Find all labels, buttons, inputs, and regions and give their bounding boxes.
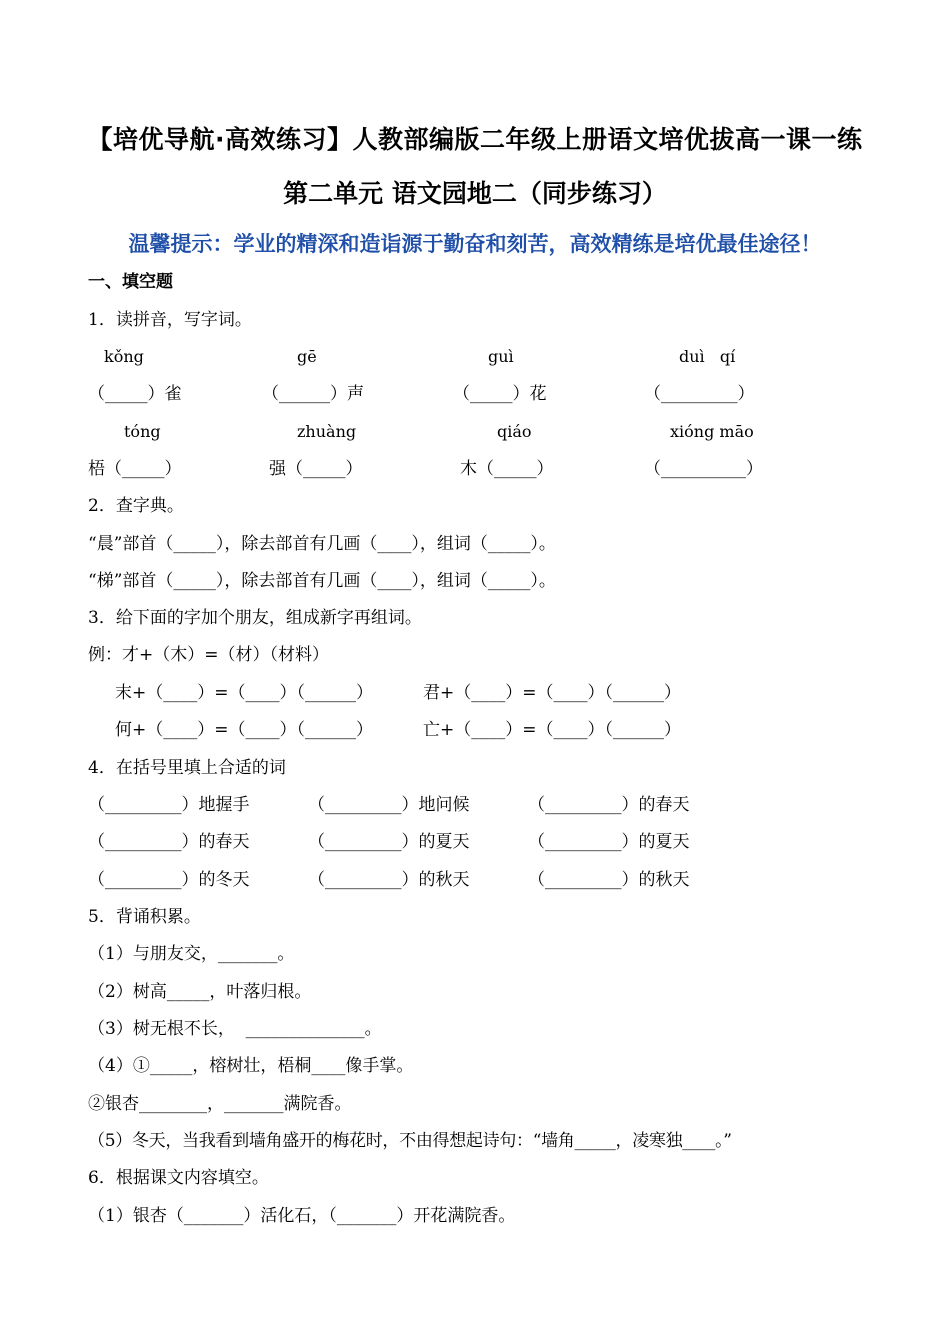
q1-pinyin: gē (297, 347, 317, 366)
q5-prompt: 5．背诵积累。 (88, 907, 201, 927)
q4-item[interactable]: （_________）的秋天 (528, 870, 690, 890)
q3-prompt: 3．给下面的字加个朋友，组成新字再组词。 (88, 608, 422, 628)
q5-line[interactable]: ②银杏________，_______满院香。 (88, 1094, 352, 1114)
q4-item[interactable]: （_________）的夏天 (528, 832, 690, 852)
section-heading: 一、填空题 (88, 272, 173, 292)
q1-pinyin: tóng (124, 422, 161, 441)
q1-pinyin: zhuàng (297, 422, 357, 441)
page-subtitle: 第二单元 语文园地二（同步练习） (283, 179, 667, 208)
page-title: 【培优导航·高效练习】人教部编版二年级上册语文培优拔高一课一练 (87, 125, 863, 154)
q4-item[interactable]: （_________）的春天 (88, 832, 250, 852)
q4-item[interactable]: （_________）的秋天 (308, 870, 470, 890)
tip-banner: 温馨提示：学业的精深和造诣源于勤奋和刻苦，高效精练是培优最佳途径！ (128, 232, 822, 256)
q1-blank[interactable]: （______）声 (262, 384, 364, 404)
q3-item[interactable]: 君+（____）=（____）（______） (423, 683, 681, 703)
q3-item[interactable]: 何+（____）=（____）（______） (115, 720, 373, 740)
q1-pinyin: kǒng (104, 347, 144, 366)
q5-line[interactable]: （4）①_____，榕树壮，梧桐____像手掌。 (88, 1056, 414, 1076)
q1-blank[interactable]: （_____）花 (453, 384, 547, 404)
q1-pinyin: qiáo (497, 422, 532, 441)
q1-pinyin: duì qí (679, 347, 736, 366)
q1-blank[interactable]: （_____）雀 (88, 384, 182, 404)
q2-prompt: 2．查字典。 (88, 496, 184, 516)
q4-item[interactable]: （_________）的春天 (528, 795, 690, 815)
q4-item[interactable]: （_________）地握手 (88, 795, 250, 815)
q4-prompt: 4．在括号里填上合适的词 (88, 758, 286, 778)
q2-line[interactable]: “梯”部首（_____），除去部首有几画（____），组词（_____）。 (88, 571, 556, 591)
q1-blank[interactable]: 梧（_____） (88, 459, 182, 479)
q3-item[interactable]: 亡+（____）=（____）（______） (423, 720, 681, 740)
q5-line[interactable]: （3）树无根不长， ______________。 (88, 1019, 382, 1039)
q1-blank[interactable]: （_________） (644, 384, 755, 404)
q1-pinyin: guì (488, 347, 514, 366)
q3-example: 例：才+（木）=（材）（材料） (88, 645, 329, 665)
q5-line[interactable]: （5）冬天，当我看到墙角盛开的梅花时，不由得想起诗句：“墙角_____，凌寒独____。” (88, 1131, 732, 1151)
q3-item[interactable]: 末+（____）=（____）（______） (115, 683, 373, 703)
q1-pinyin: xióng māo (670, 422, 754, 441)
q2-line[interactable]: “晨”部首（_____），除去部首有几画（____），组词（_____）。 (88, 534, 556, 554)
q1-blank[interactable]: 木（_____） (460, 459, 554, 479)
q6-prompt: 6．根据课文内容填空。 (88, 1168, 269, 1188)
q6-line[interactable]: （1）银杏（_______）活化石，（_______）开花满院香。 (88, 1206, 516, 1226)
q4-item[interactable]: （_________）的冬天 (88, 870, 250, 890)
q5-line[interactable]: （2）树高_____，叶落归根。 (88, 982, 312, 1002)
q4-item[interactable]: （_________）地问候 (308, 795, 470, 815)
q1-blank[interactable]: （__________） (644, 459, 763, 479)
q4-item[interactable]: （_________）的夏天 (308, 832, 470, 852)
q5-line[interactable]: （1）与朋友交，_______。 (88, 944, 295, 964)
q1-blank[interactable]: 强（_____） (269, 459, 363, 479)
q1-prompt: 1．读拼音，写字词。 (88, 310, 252, 330)
